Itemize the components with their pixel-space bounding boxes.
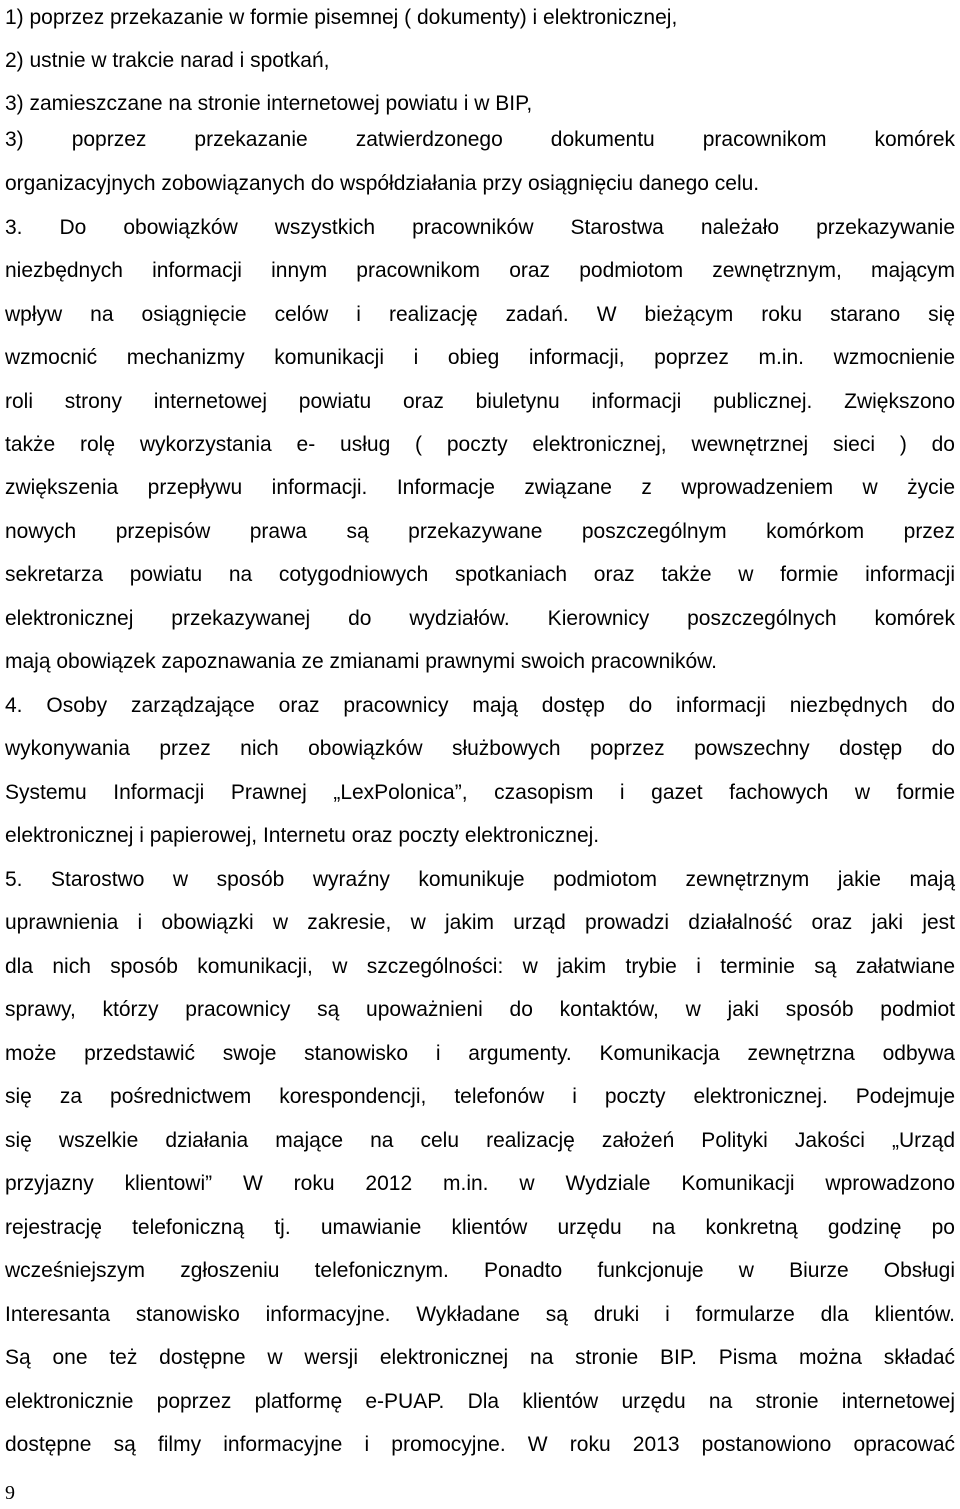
text-line: rejestrację telefoniczną tj. umawianie klientów urzędu na konkretną godzinę po <box>5 1216 955 1239</box>
text-line: się za pośrednictwem korespondencji, telefonów i poczty elektronicznej. Podejmuje <box>5 1085 955 1108</box>
text-line: wykonywania przez nich obowiązków służbowych poprzez powszechny dostęp do <box>5 737 955 760</box>
text-line: zwiększenia przepływu informacji. Informacje związane z wprowadzeniem w życie <box>5 476 955 499</box>
text-line: Są one też dostępne w wersji elektronicznej na stronie BIP. Pisma można składać <box>5 1346 955 1369</box>
text-line: wpływ na osiągnięcie celów i realizację zadań. W bieżącym roku starano się <box>5 303 955 326</box>
text-line: uprawnienia i obowiązki w zakresie, w jakim urząd prowadzi działalność oraz jaki jest <box>5 911 955 934</box>
text-line: przyjazny klientowi” W roku 2012 m.in. w Wydziale Komunikacji wprowadzono <box>5 1172 955 1195</box>
text-line: organizacyjnych zobowiązanych do współdziałania przy osiągnięciu danego celu. <box>5 172 760 195</box>
text-line: nowych przepisów prawa są przekazywane poszczególnym komórkom przez <box>5 520 955 543</box>
text-line: sprawy, którzy pracownicy są upoważnieni do kontaktów, w jaki sposób podmiot <box>5 998 955 1021</box>
text-line: 5. Starostwo w sposób wyraźny komunikuje podmiotom zewnętrznym jakie mają <box>5 868 955 891</box>
text-line: 3) zamieszczane na stronie internetowej powiatu i w BIP, <box>5 92 533 115</box>
text-line: 3) poprzez przekazanie zatwierdzonego dokumentu pracownikom komórek <box>5 128 955 151</box>
text-line: dla nich sposób komunikacji, w szczególności: w jakim trybie i terminie są załatwiane <box>5 955 955 978</box>
text-line: mają obowiązek zapoznawania ze zmianami prawnymi swoich pracowników. <box>5 650 717 673</box>
text-line: także rolę wykorzystania e- usług ( poczty elektronicznej, wewnętrznej sieci ) do <box>5 433 955 456</box>
text-line: elektronicznej przekazywanej do wydziałów. Kierownicy poszczególnych komórek <box>5 607 955 630</box>
text-line: sekretarza powiatu na cotygodniowych spotkaniach oraz także w formie informacji <box>5 563 955 586</box>
text-line: 3. Do obowiązków wszystkich pracowników Starostwa należało przekazywanie <box>5 216 955 239</box>
text-line: 1) poprzez przekazanie w formie pisemnej ( dokumenty) i elektronicznej, <box>5 6 678 29</box>
text-line: roli strony internetowej powiatu oraz biuletynu informacji publicznej. Zwiększono <box>5 390 955 413</box>
page-number: 9 <box>5 1482 15 1504</box>
text-line: niezbędnych informacji innym pracownikom oraz podmiotom zewnętrznym, mającym <box>5 259 955 282</box>
text-line: może przedstawić swoje stanowisko i argumenty. Komunikacja zewnętrzna odbywa <box>5 1042 955 1065</box>
text-line: wzmocnić mechanizmy komunikacji i obieg informacji, poprzez m.in. wzmocnienie <box>5 346 955 369</box>
text-line: Systemu Informacji Prawnej „LexPolonica”, czasopism i gazet fachowych w formie <box>5 781 955 804</box>
text-line: 2) ustnie w trakcie narad i spotkań, <box>5 49 330 72</box>
text-line: wcześniejszym zgłoszeniu telefonicznym. Ponadto funkcjonuje w Biurze Obsługi <box>5 1259 955 1282</box>
text-line: 4. Osoby zarządzające oraz pracownicy mają dostęp do informacji niezbędnych do <box>5 694 955 717</box>
text-line: się wszelkie działania mające na celu realizację założeń Polityki Jakości „Urząd <box>5 1129 955 1152</box>
text-line: elektronicznej i papierowej, Internetu oraz poczty elektronicznej. <box>5 824 600 847</box>
text-line: elektronicznie poprzez platformę e-PUAP. Dla klientów urzędu na stronie internetowej <box>5 1390 955 1413</box>
text-line: dostępne są filmy informacyjne i promocyjne. W roku 2013 postanowiono opracować <box>5 1433 955 1456</box>
text-line: Interesanta stanowisko informacyjne. Wykładane są druki i formularze dla klientów. <box>5 1303 955 1326</box>
